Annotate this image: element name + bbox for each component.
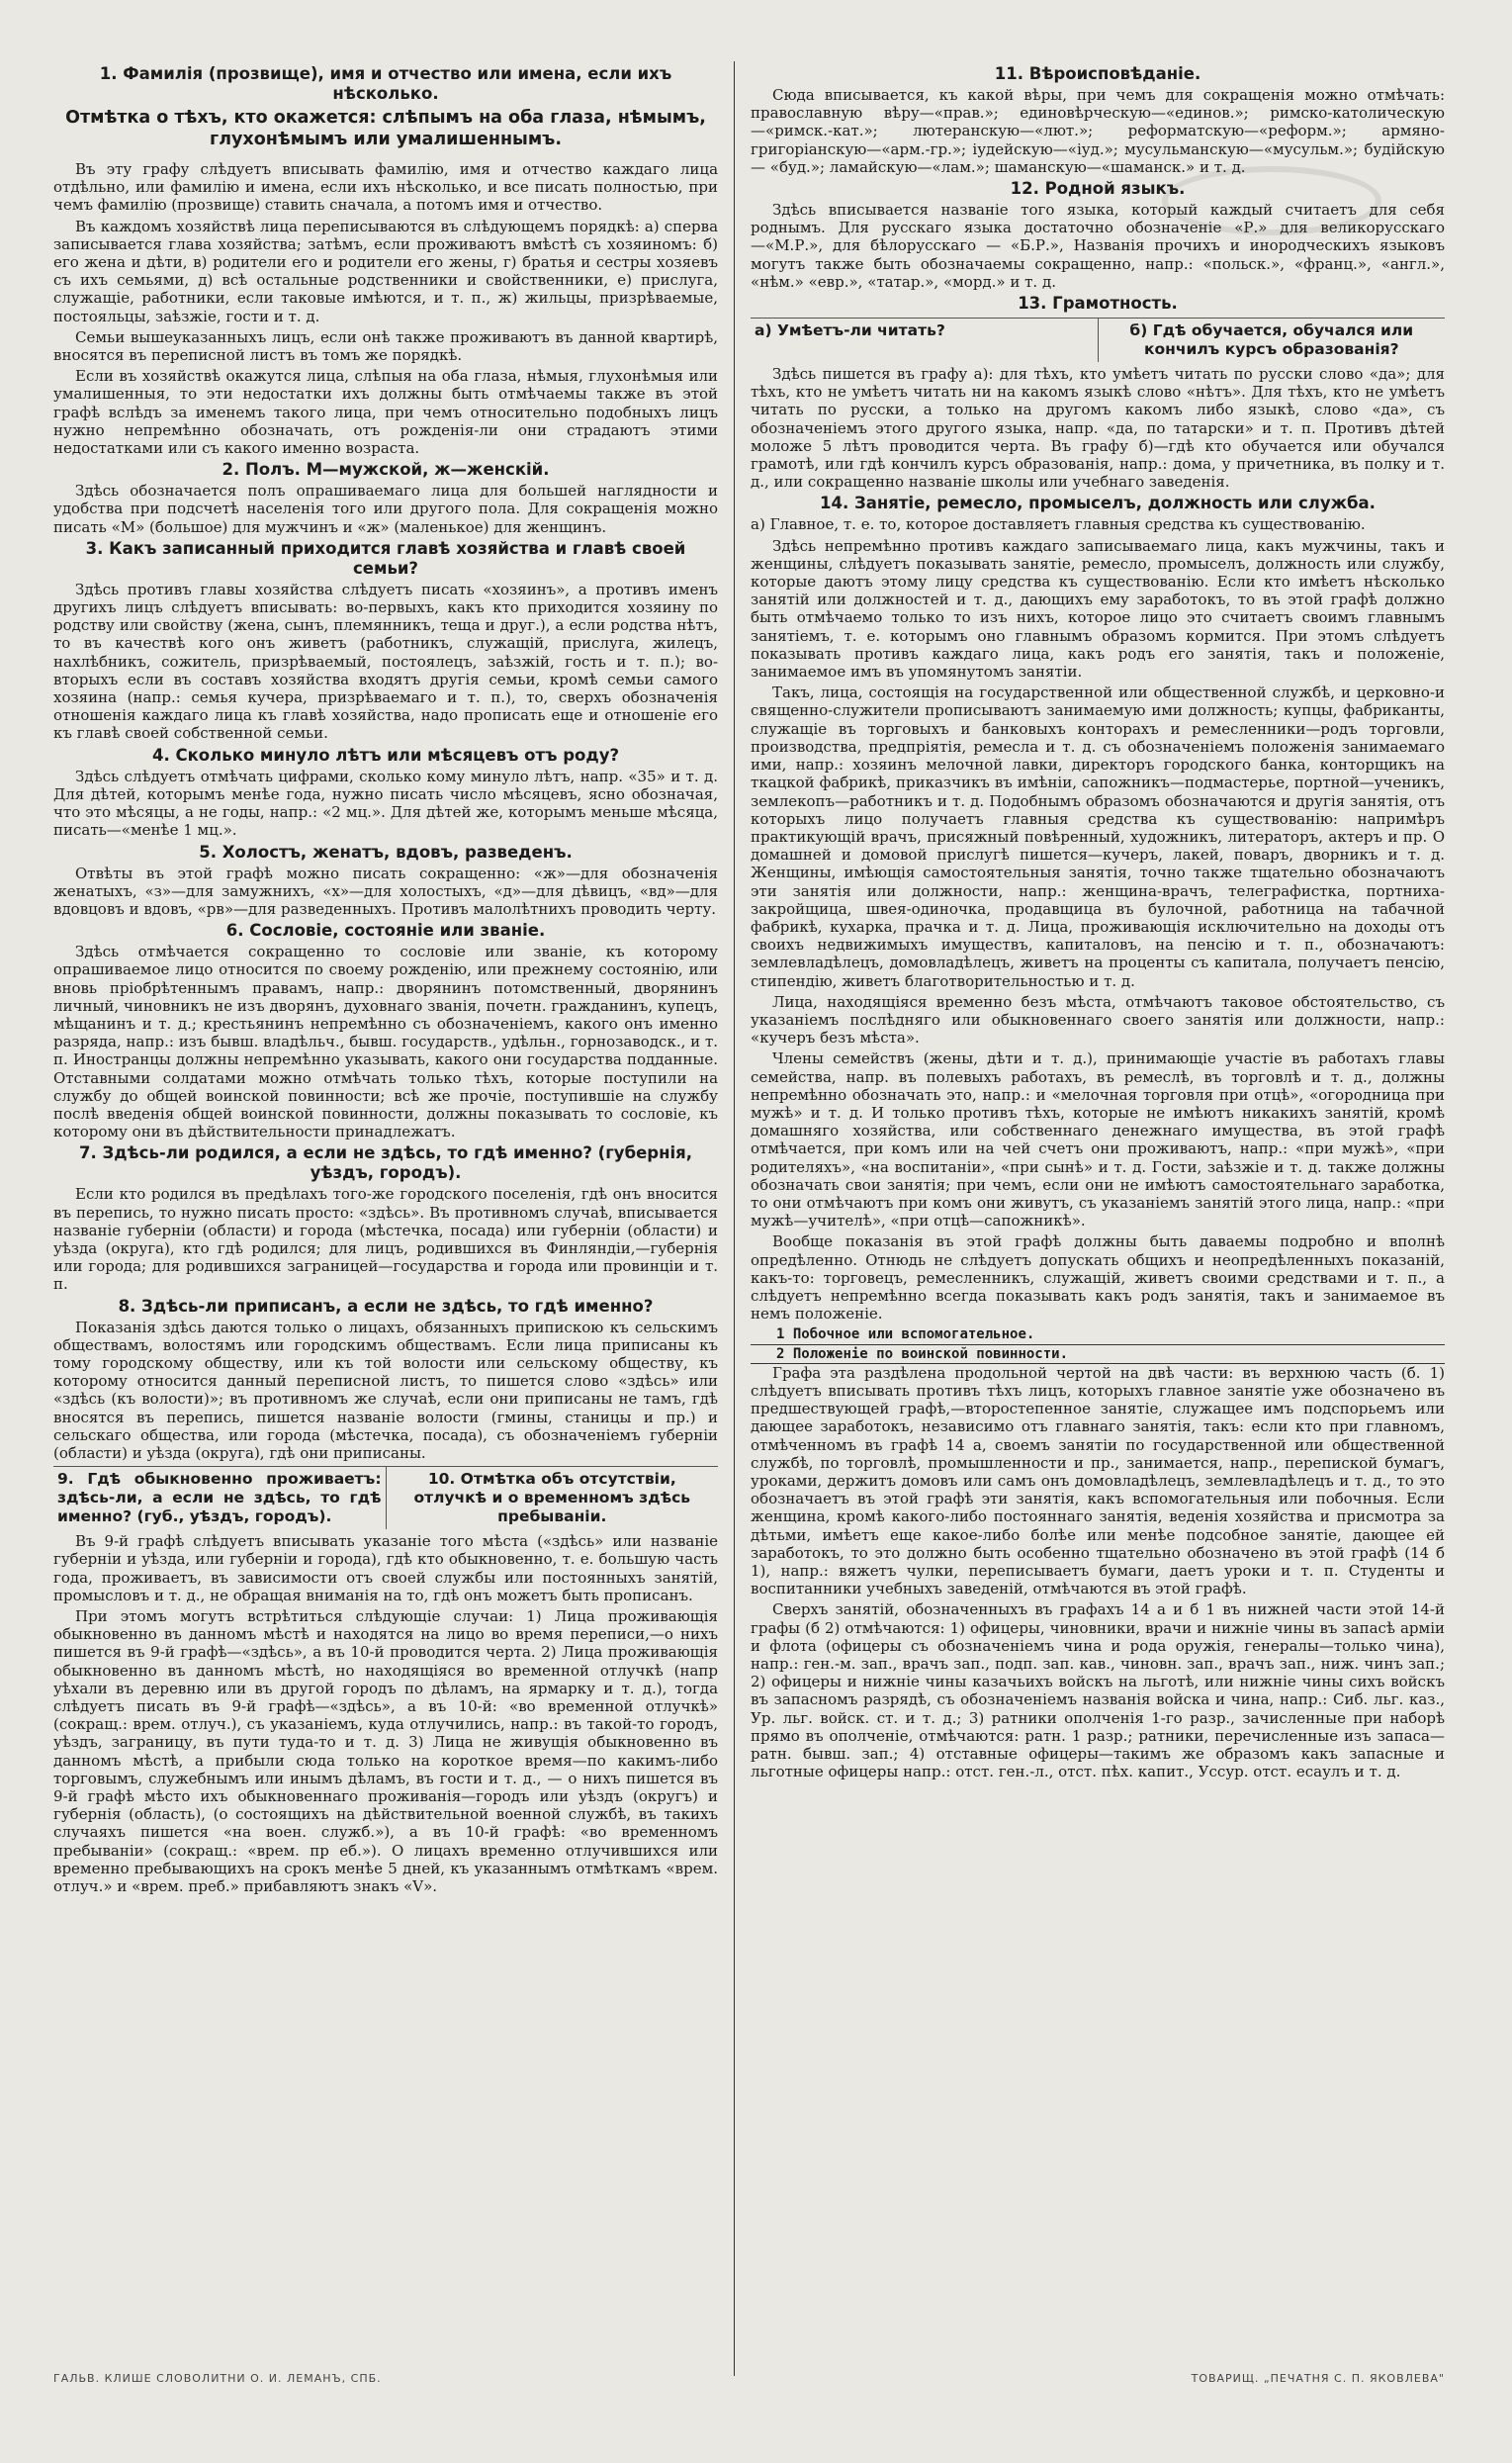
- section-1-paragraph: Семьи вышеуказанныхъ лицъ, если онѣ также проживаютъ въ данной квартирѣ, вносятся въ переписной листъ въ томъ же порядкѣ.: [53, 327, 719, 365]
- section-1-subtitle: Отмѣтка о тѣхъ, кто окажется: слѣпымъ на оба глаза, нѣмымъ, глухонѣмымъ или умалишеннымъ.: [65, 108, 706, 149]
- section-3-paragraph: Здѣсь противъ главы хозяйства слѣдуетъ писать «хозяинъ», а противъ именъ другихъ лицъ слѣдуетъ вписывать: во-первыхъ, какъ кто приходится хозяину по родству или свойству (жена, сынъ, племянникъ, теща и друг.), а если родства нѣтъ, то въ качествѣ кого онъ живетъ (работникъ, служащій, прислуга, жилецъ, нахлѣбникъ, сожитель, призрѣваемый, постоялецъ, заѣзжій, гость и т. п.); во-вторыхъ если въ составъ хозяйства входятъ другія семьи, кромѣ семьи самого хозяина (напр.: семья кучера, призрѣваемаго и т. п.), то, сверхъ обозначенія отношенія каждаго лица къ главѣ хозяйства, надо прописать еще и отношеніе его къ главѣ своей собственной семьи.: [53, 580, 719, 743]
- section-12-title: 12. Родной языкъ.: [1010, 179, 1186, 199]
- section-14-paragraph: Вообще показанія въ этой графѣ должны быть даваемы подробно и вполнѣ опредѣленно. Отнюдь не слѣдуетъ допускать общихъ и неопредѣленныхъ показаній, какъ-то: торговецъ, ремесленникъ, служащій, живетъ своими средствами и т. п., а слѣдуетъ непремѣнно всегда показывать какъ родъ занятія, такъ и занимаемое въ немъ положеніе.: [751, 1232, 1445, 1323]
- two-column-layout: [53, 61, 1445, 2376]
- section-8-paragraph: Показанія здѣсь даются только о лицахъ, обязанныхъ припискою къ сельскимъ обществамъ, волостямъ или городскимъ обществамъ. Если лица приписаны къ тому городскому обществу, или къ той волости или сельскому обществу, къ которому относится данный переписной листъ, то пишется слово «здѣсь» или «здѣсь (къ волости)»; въ противномъ же случаѣ, если они приписаны не тамъ, гдѣ вносятся въ перепись, пишется названіе волости (гмины, станицы и пр.) и сельскаго общества, или города (мѣстечка, посада), съ обозначеніемъ губерніи (области) и уѣзда (округа), гдѣ они приписаны.: [53, 1318, 719, 1462]
- section-1-paragraph: Если въ хозяйствѣ окажутся лица, слѣпыя на оба глаза, нѣмыя, глухонѣмыя или умалишенныя, то эти недостатки ихъ должны быть отмѣчаемы также въ этой графѣ вслѣдъ за именемъ такого лица, при чемъ относительно подобныхъ лицъ нужно непремѣнно обозначать, отъ рожденія-ли они страдаютъ этими недостатками или съ какого именно возраста.: [53, 367, 719, 458]
- section-13b-title: б) Гдѣ обучается, обучался или кончилъ курсъ образованія?: [1098, 319, 1445, 362]
- section-9-10-header: [53, 1466, 718, 1529]
- section-1-paragraph: Въ каждомъ хозяйствѣ лица переписываются въ слѣдующемъ порядкѣ: а) сперва записывается глава хозяйства; затѣмъ, если проживаютъ вмѣстѣ съ хозяиномъ: б) его жена и дѣти, в) родители его и родители его жены, г) братья и сестры хозяевъ съ ихъ семьями, д) всѣ остальные родственники и свойственники, е) прислуга, служащіе, работники, если таковые имѣются, и т. п., ж) жильцы, призрѣваемые, постояльцы, заѣзжіе, гости и т. д.: [53, 217, 719, 325]
- section-13-title: 13. Грамотность.: [1018, 294, 1178, 314]
- section-14b2-title: 2 Положеніе по воинской повинности.: [751, 1345, 1445, 1364]
- section-1-title: 1. Фамилія (прозвище), имя и отчество или имена, если ихъ нѣсколько.: [99, 64, 672, 103]
- section-14-subtitle: а) Главное, т. е. то, которое доставляетъ главныя средства къ существованію.: [751, 515, 1366, 534]
- section-14-paragraph: Лица, находящіяся временно безъ мѣста, отмѣчаютъ таковое обстоятельство, съ указаніемъ послѣдняго или обыкновеннаго своего занятія или должности, напр.: «кучеръ безъ мѣста».: [751, 992, 1445, 1048]
- section-13-paragraph: Здѣсь пишется въ графу а): для тѣхъ, кто умѣетъ читать по русски слово «да»; для тѣхъ, кто не умѣетъ читать ни на какомъ языкѣ слово «нѣтъ». Для тѣхъ, кто не умѣетъ читать по русски, а только на другомъ какомъ либо языкѣ, слово «да», съ обозначеніемъ этого другого языка, напр. «да, по татарски» и т. п. Противъ дѣтей моложе 5 лѣтъ проводится черта. Въ графу б)—гдѣ кто обучается или обучался грамотѣ, или гдѣ кончилъ курсъ образованія, напр.: дома, у причетника, въ полку и т. д., или сокращенно названіе школы или учебнаго заведенія.: [751, 365, 1445, 492]
- section-7-paragraph: Если кто родился въ предѣлахъ того-же городского поселенія, гдѣ онъ вносится въ перепись, то нужно писать просто: «здѣсь». Въ противномъ случаѣ, вписывается названіе губерніи (области) и города (мѣстечка, посада) или губерніи (области) и уѣзда (округа), кто гдѣ родился; для лицъ, родившихся въ Финляндіи,—губернія или города; для родившихся заграницей—государства и города или провинціи и т. п.: [53, 1185, 719, 1294]
- printer-footer: [53, 2372, 1445, 2385]
- section-4-title: 4. Сколько минуло лѣтъ или мѣсяцевъ отъ роду?: [151, 745, 620, 765]
- section-11-title: 11. Вѣроисповѣданіе.: [994, 64, 1201, 83]
- section-14-paragraph: Сверхъ занятій, обозначенныхъ въ графахъ 14 а и б 1 въ нижней части этой 14-й графы (б 2) отмѣчаются: 1) офицеры, чиновники, врачи и нижніе чины въ запасѣ арміи и флота (офицеры съ обозначеніемъ чина и рода оружія, генералы—только чина), напр.: ген.-м. зап., врачъ зап., подп. зап. кав., чиновн. зап., врачъ зап., ниж. чинъ зап.; 2) офицеры и нижніе чины казачьихъ войскъ на льготѣ, или нижніе чины сихъ войскъ въ запасномъ разрядѣ, съ обозначеніемъ названія войска и чина, напр.: Сиб. льг. каз., Ур. льг. войск. ст. и т. д.; 3) ратники ополченія 1-го разр., зачисленные при наборѣ прямо въ ополченіе, отмѣчаются: ратн. 1 разр.; ратники, перечисленные изъ запаса—ратн. бывш. зап.; 4) отставные офицеры—такимъ же образомъ какъ запасные и льготные офицеры напр.: отст. ген.-л., отст. пѣх. капит., Уссур. отст. есаулъ и т. д.: [751, 1600, 1445, 1781]
- section-6-paragraph: Здѣсь отмѣчается сокращенно то сословіе или званіе, къ которому опрашиваемое лицо относится по своему рожденію, или прежнему состоянію, или вновь пріобрѣтеннымъ правамъ, напр.: дворянинъ потомственный, дворянинъ личный, чиновникъ не изъ дворянъ, духовнаго званія, почетн. гражданинъ, купецъ, мѣщанинъ и т. д.; крестьянинъ непремѣнно съ обозначеніемъ, какого онъ именно разряда, напр.: изъ бывш. владѣльч., бывш. государств., удѣльн., горнозаводск., и т. п. Иностранцы должны непремѣнно указывать, какого они государства подданные. Отставными солдатами можно отмѣчать только тѣхъ, которые поступили на службу до общей воинской повинности; всѣ же прочіе, поступившіе на службу послѣ введенія общей воинской повинности, должны показывать то сословіе, къ которому они въ дѣйствительности принадлежатъ.: [53, 943, 719, 1141]
- section-13-subheader: [751, 318, 1445, 362]
- section-14b1-title: 1 Побочное или вспомогательное.: [751, 1325, 1445, 1344]
- right-column: [735, 61, 1445, 2376]
- section-9-paragraph: Въ 9-й графѣ слѣдуетъ вписывать указаніе того мѣста («здѣсь» или названіе губерніи и уѣзда, или губерніи и города), гдѣ кто обыкновенно, т. е. большую часть года, проживаетъ, въ зависимости отъ своей службы или постоянныхъ занятій, промысловъ и т. д., не обращая вниманія на то, гдѣ онъ можетъ быть прописанъ.: [53, 1532, 719, 1604]
- section-2-paragraph: Здѣсь обозначается полъ опрашиваемаго лица для большей наглядности и удобства при подсчетѣ населенія того или другого пола. Для сокращенія можно писать «М» (большое) для мужчинъ и «ж» (маленькое) для женщинъ.: [53, 482, 719, 536]
- section-12-paragraph: Здѣсь вписывается названіе того языка, который каждый считаетъ для себя роднымъ. Для русскаго языка достаточно обозначеніе «Р.» для великорусскаго—«М.Р.», для бѣлорусскаго — «Б.Р.», Названія прочихъ и инородческихъ языковъ могутъ также быть обозначаемы сокращенно, напр.: «польск.», «франц.», «англ.», «нѣм.» «евр.», «татар.», «морд.» и т. д.: [751, 201, 1445, 291]
- section-1-paragraph: Въ эту графу слѣдуетъ вписывать фамилію, имя и отчество каждаго лица отдѣльно, или фамилію и имена, если ихъ нѣсколько, и все писать полностью, при чемъ фамилію (прозвище) ставить сначала, а потомъ имя и отчество.: [53, 160, 719, 215]
- section-8-title: 8. Здѣсь-ли приписанъ, а если не здѣсь, то гдѣ именно?: [118, 1296, 654, 1316]
- section-14-paragraph: Такъ, лица, состоящія на государственной или общественной службѣ, и церковно-и священно-служители прописываютъ занимаемую ими должность; купцы, фабриканты, служащіе въ торговыхъ и банковыхъ конторахъ и ремесленники—родъ торговли, производства, предпріятія, ремесла и т. д. съ обозначеніемъ положенія занимаемаго ими, напр.: хозяинъ мелочной лавки, директоръ городского банка, конторщикъ на ткацкой фабрикѣ, приказчикъ въ имѣніи, сапожникъ—подмастерье, портной—ученикъ, землекопъ—работникъ и т. д. Подобнымъ образомъ обозначаются и другія занятія, отъ которыхъ лицо получаетъ главныя средства къ существованію: напримѣръ практикующій врачъ, присяжный повѣренный, художникъ, литераторъ, актеръ и пр. О домашней и домовой прислугѣ пишется—кучеръ, лакей, поваръ, дворникъ и т. д. Женщины, имѣющія самостоятельныя занятія, точно также тщательно обозначаютъ эти занятія или должности, напр.: женщина-врачъ, телеграфистка, портниха-закройщица, швея-одиночка, продавщица въ булочной, работница на табачной фабрикѣ, кухарка, прачка и т. д. Лица, проживающія исключительно на доходы отъ своихъ недвижимыхъ имуществъ, капиталовъ, на пенсію и т. п., обозначаютъ: землевладѣлецъ, домовладѣлецъ, живетъ на проценты съ капитала, получаетъ пенсію, стипендію, живетъ благотворительностью и т. д.: [751, 684, 1445, 990]
- faded-stamp: [1162, 166, 1381, 235]
- section-9-title: 9. Гдѣ обыкновенно проживаетъ: здѣсь-ли, а если не здѣсь, то гдѣ именно? (губ., уѣздъ, городъ).: [57, 1470, 382, 1526]
- section-7-title: 7. Здѣсь-ли родился, а если не здѣсь, то гдѣ именно? (губернія, уѣздъ, городъ).: [78, 1143, 693, 1183]
- section-5-paragraph: Отвѣты въ этой графѣ можно писать сокращенно: «ж»—для обозначенія женатыхъ, «з»—для замужнихъ, «х»—для холостыхъ, «д»—для дѣвицъ, «вд»—для вдовцовъ и вдовъ, «рв»—для разведенныхъ. Противъ малолѣтнихъ проводить черту.: [53, 864, 719, 918]
- section-14-title: 14. Занятіе, ремесло, промыселъ, должность или служба.: [820, 494, 1376, 513]
- section-10-title: 10. Отмѣтка объ отсутствіи, отлучкѣ и о временномъ здѣсь пребываніи.: [386, 1467, 719, 1529]
- footer-right-imprint: ТОВАРИЩ. „ПЕЧАТНЯ С. П. ЯКОВЛЕВА": [1191, 2372, 1445, 2385]
- section-6-title: 6. Сословіе, состояніе или званіе.: [225, 921, 546, 941]
- footer-left-imprint: ГАЛЬВ. КЛИШЕ СЛОВОЛИТНИ О. И. ЛЕМАНЪ, СПБ.: [53, 2372, 382, 2385]
- section-9-paragraph: При этомъ могутъ встрѣтиться слѣдующіе случаи: 1) Лица проживающія обыкновенно въ данномъ мѣстѣ и находятся на лицо во время переписи,—о нихъ пишется въ 9-й графѣ—«здѣсь», а въ 10-й проводится черта. 2) Лица проживающія обыкновенно въ данномъ мѣстѣ, но находящіяся во временной отлучкѣ (напр уѣхали въ деревню или въ другой городъ по дѣламъ, на ярмарку и т. д.), тогда слѣдуетъ писать въ 9-й графѣ—«здѣсь», а въ 10-й: «во временной отлучкѣ» (сокращ.: врем. отлуч.), съ указаніемъ, куда отлучились, напр.: въ такой-то городъ, уѣздъ, заграницу, въ пути туда-то и т. д. 3) Лица не живущія обыкновенно въ данномъ мѣстѣ, а прибыли сюда только на короткое время—по какимъ-либо торговымъ, служебнымъ или инымъ дѣламъ, въ гости и т. д., — о нихъ пишется въ 9-й графѣ мѣсто ихъ обыкновеннаго проживанія—городъ или уѣздъ (округъ) и губернія (область), (о состоящихъ на дѣйствительной военной службѣ, въ такихъ случаяхъ пишется «на воен. служб.»), а въ 10-й графѣ: «во временномъ пребываніи» (сокращ.: «врем. пр еб.»). О лицахъ временно отлучившихся или временно пребывающихъ на срокъ менѣе 5 дней, къ указаннымъ отмѣткамъ «врем. отлуч.» и «врем. преб.» прибавляютъ знакъ «V».: [53, 1607, 719, 1896]
- section-3-title: 3. Какъ записанный приходится главѣ хозяйства и главѣ своей семьи?: [85, 538, 686, 578]
- section-14-paragraph: Графа эта раздѣлена продольной чертой на двѣ части: въ верхнюю часть (б. 1) слѣдуетъ вписывать противъ тѣхъ лицъ, которыхъ главное занятіе уже обозначено въ предшествующей графѣ,—второстепенное занятіе, служащее имъ подспорьемъ или дающее заработокъ, независимо отъ главнаго занятія, такъ: если кто при главномъ, отмѣченномъ въ графѣ 14 а, своемъ занятіи по государственной или общественной службѣ, по торговлѣ, промышленности и пр., занимается, напр., перепиской бумагъ, уроками, держитъ домовъ или самъ онъ домовладѣлецъ, землевладѣлецъ и т. д., то это обозначаетъ въ этой графѣ эти занятія, какъ вспомогательныя или побочныя. Если женщина, кромѣ какого-либо постояннаго занятія, веденія хозяйства и присмотра за дѣтьми, имѣетъ еще какое-либо болѣе или менѣе подсобное занятіе, дающее ей заработокъ, то это должно быть особенно тщательно обозначено въ этой графѣ (14 б 1), напр.: вяжетъ чулки, переписываетъ бумаги, даетъ уроки и т. п. Студенты и воспитанники учебныхъ заведеній, отмѣчаются въ этой графѣ.: [751, 1363, 1445, 1598]
- section-14-paragraph: Члены семействъ (жены, дѣти и т. д.), принимающіе участіе въ работахъ главы семейства, напр. въ полевыхъ работахъ, въ ремеслѣ, въ торговлѣ и т. д., должны непремѣнно обозначать это, напр.: и «мелочная торговля при отцѣ», «огородница при мужѣ» и т. д. И только противъ тѣхъ, которые не имѣютъ никакихъ занятій, кромѣ домашняго хозяйства, или собственнаго денежнаго имущества, въ этой графѣ отмѣчается, при комъ или на чей счетъ они проживаютъ, напр.: «при мужѣ», «при родителяхъ», «на воспитаніи», «при сынѣ» и т. д. Гости, заѣзжіе и т. д. также должны обозначать свои занятія; при чемъ, если они не имѣютъ самостоятельнаго заработка, то они отмѣчаютъ при комъ они живутъ, съ указаніемъ занятій этого лица, напр.: «при мужѣ—учителѣ», «при отцѣ—сапожникѣ».: [751, 1049, 1445, 1231]
- section-11-paragraph: Сюда вписывается, къ какой вѣры, при чемъ для сокращенія можно отмѣчать: православную вѣру—«прав.»; единовѣрческую—«единов.»; римско-католическую—«римск.-кат.»; лютеранскую—«лют.»; реформатскую—«реформ.»; армяно-григоріанскую—«арм.-гр.»; іудейскую—«іуд.»; мусульманскую—«мусульм.»; будійскую — «буд.»; ламайскую—«лам.»; шаманскую—«шаманск.» и т. д.: [751, 86, 1445, 176]
- section-14-paragraph: Здѣсь непремѣнно противъ каждаго записываемаго лица, какъ мужчины, такъ и женщины, слѣдуетъ показывать занятіе, ремесло, промыселъ, должность или службу, которые даютъ этому лицу средства къ существованію. Если кто имѣетъ нѣсколько занятій или должностей и т. д., дающихъ ему заработокъ, то въ этой графѣ должно быть отмѣчаемо только то изъ нихъ, которое лицо это считаетъ своимъ главнымъ занятіемъ, т. е. которымъ оно главнымъ образомъ кормится. При этомъ слѣдуетъ показывать противъ каждаго лица, какъ родъ его занятія, такъ и положеніе, занимаемое имъ въ упомянутомъ занятіи.: [751, 536, 1445, 682]
- left-column: [53, 61, 735, 2376]
- section-2-title: 2. Полъ. М—мужской, ж—женскій.: [222, 460, 550, 480]
- section-13a-title: а) Умѣетъ-ли читать?: [755, 321, 945, 340]
- section-5-title: 5. Холостъ, женатъ, вдовъ, разведенъ.: [199, 842, 573, 862]
- section-4-paragraph: Здѣсь слѣдуетъ отмѣчать цифрами, сколько кому минуло лѣтъ, напр. «35» и т. д. Для дѣтей, которымъ менѣе года, нужно писать число мѣсяцевъ, ясно обозначая, что это мѣсяцы, а не годы, напр.: «2 мц.». Для дѣтей же, которымъ меньше мѣсяца, писать—«менѣе 1 мц.».: [53, 767, 719, 840]
